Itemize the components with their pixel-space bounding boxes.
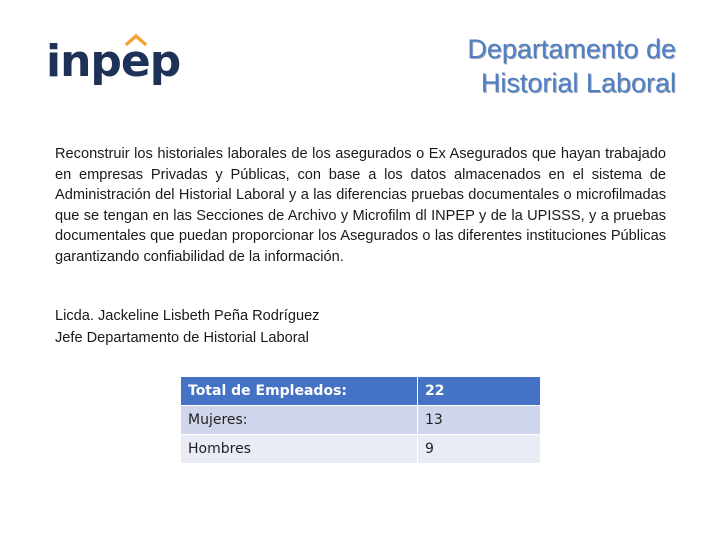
total-value: 22 (418, 377, 541, 406)
total-label: Total de Empleados: (181, 377, 418, 406)
signature-block (55, 306, 319, 349)
men-value: 9 (418, 435, 541, 464)
inpep-logo (46, 36, 181, 87)
signature-name: Licda. Jackeline Lisbeth Peña Rodríguez (55, 308, 320, 324)
table-header-row (181, 377, 541, 406)
logo-e: e (120, 36, 150, 87)
logo-text-start: inp (46, 36, 121, 87)
page-title (467, 32, 676, 100)
women-value: 13 (418, 406, 541, 435)
employee-stats-table (180, 376, 541, 464)
logo-text-end: p (149, 36, 181, 87)
title-line-2: Historial Laboral (480, 68, 676, 98)
men-label: Hombres (181, 435, 418, 464)
table-row (181, 406, 541, 435)
women-label: Mujeres: (181, 406, 418, 435)
roof-icon (125, 34, 147, 46)
table-row (181, 435, 541, 464)
title-line-1: Departamento de (467, 34, 676, 64)
department-description: Reconstruir los historiales laborales de los asegurados o Ex Asegurados que hayan trabajado en empresas Privadas y Públicas, con base a los datos almacenados en el sistema de Administración del Historial Laboral y a las diferencias pruebas documentales o microfilmadas que se tengan en las Secciones de Archivo y Microfilm dl INPEP y de la UPISSS, y a pruebas documentales que puedan proporcionar los Asegurados o las diferentes instituciones Públicas garantizando confiabilidad de la información. (55, 146, 666, 265)
signature-role: Jefe Departamento de Historial Laboral (55, 329, 309, 346)
